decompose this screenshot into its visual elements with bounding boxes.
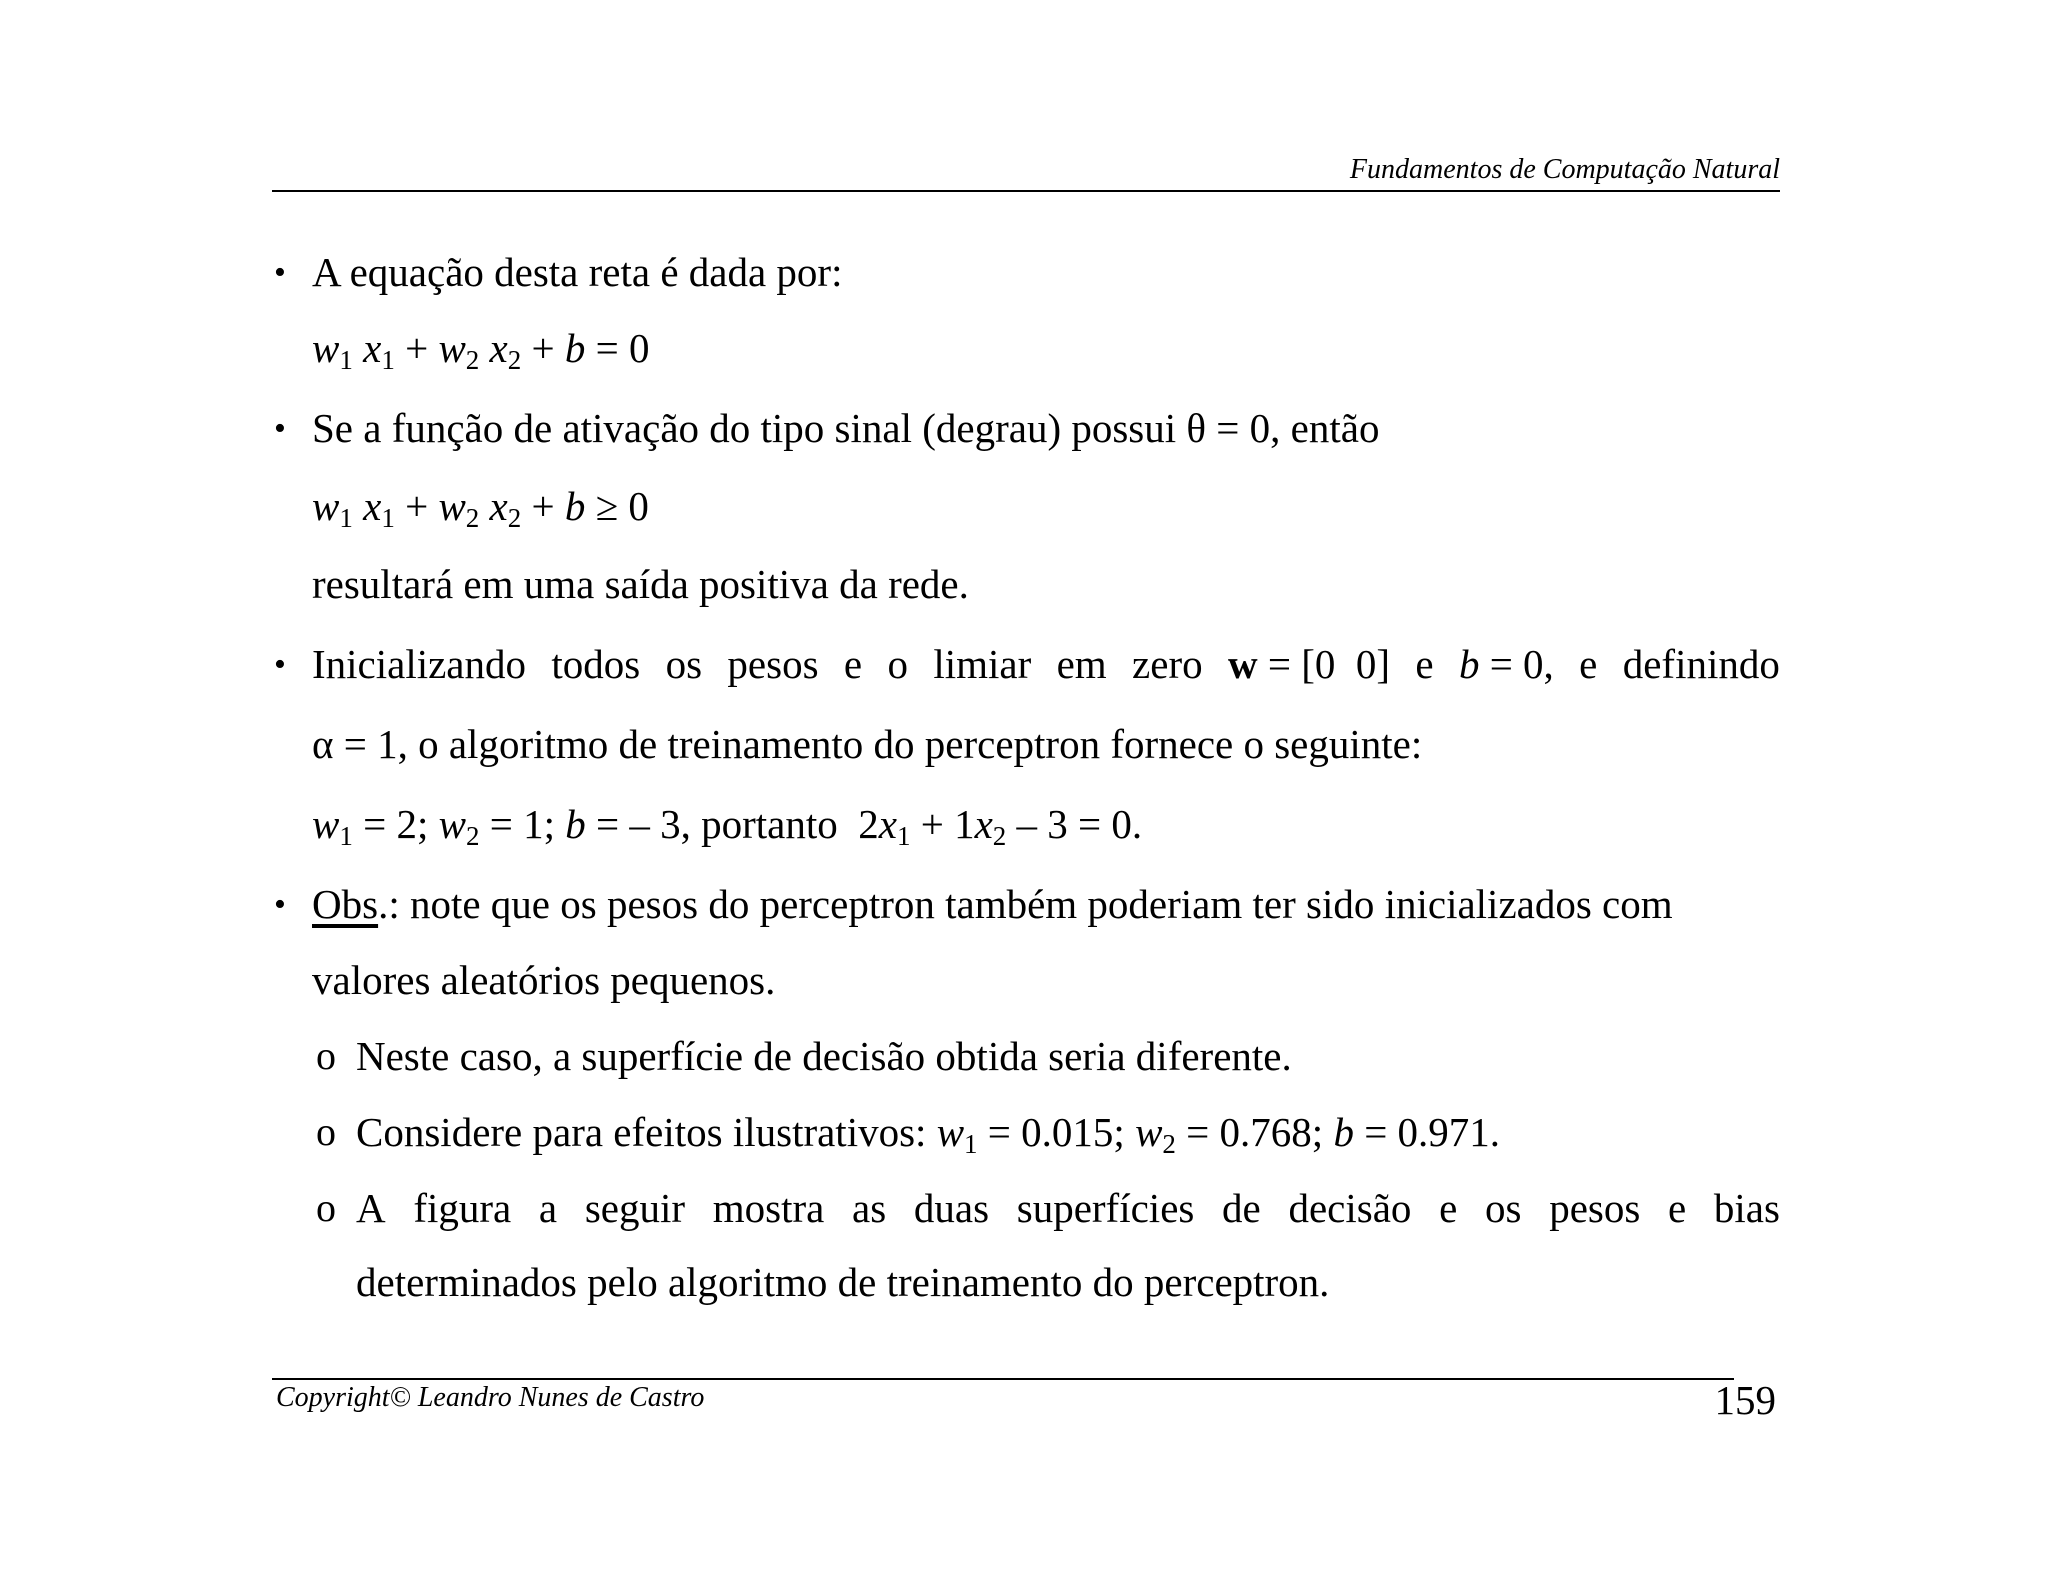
footer-rule [272, 1378, 1734, 1380]
bullet-1-text: A equação desta reta é dada por: [312, 249, 843, 295]
sub-bullet-2-text: Considere para efeitos ilustrativos: $w_1 = 0.015$; $w_2 = 0.768$; b = 0.971. [356, 1109, 1501, 1159]
equation-1: $w_1$ $x_1 + w_2$ $x_2 + b = 0$ [312, 325, 650, 375]
sub-bullet-1-text: Neste caso, a superfície de decisão obtida seria diferente. [356, 1033, 1292, 1079]
page-number: 159 [1714, 1377, 1776, 1423]
bullet-2-text: Se a função de ativação do tipo sinal (degrau) possui θ = 0, então [312, 405, 1380, 451]
equation-2: $w_1$ $x_1 + w_2$ $x_2 + b \ge 0$ [312, 483, 649, 533]
sub-bullet-3-continuation: determinados pelo algoritmo de treinamento do perceptron. [356, 1259, 1330, 1305]
bullet-3-text: Inicializando todos os pesos e o limiar em zero w = [0 0] e b = 0, e definindo [312, 641, 1780, 687]
sub-bullet-marker: o [316, 1185, 336, 1230]
bullet-3-continuation: α = 1, o algoritmo de treinamento do perceptron fornece o seguinte: [312, 721, 1423, 767]
page-header-title: Fundamentos de Computação Natural [1349, 154, 1780, 185]
bullet-4-text: Obs.: note que os pesos do perceptron também poderiam ter sido inicializados com [312, 881, 1673, 927]
sub-bullet-marker: o [316, 1033, 336, 1078]
bullet-marker: • [274, 886, 286, 923]
equation-3: $w_1 = 2$; $w_2 = 1$; b = – 3, portanto $2x_1 + 1x_2 - 3 = 0$. [312, 801, 1143, 851]
bullet-marker: • [274, 254, 286, 291]
bullet-marker: • [274, 410, 286, 447]
sub-bullet-marker: o [316, 1109, 336, 1154]
footer-copyright: Copyright© Leandro Nunes de Castro [276, 1382, 705, 1413]
header-rule [272, 190, 1780, 192]
bullet-4-continuation: valores aleatórios pequenos. [312, 957, 776, 1003]
sub-bullet-3-text: A figura a seguir mostra as duas superfícies de decisão e os pesos e bias [356, 1185, 1780, 1231]
bullet-2-result: resultará em uma saída positiva da rede. [312, 561, 969, 607]
bullet-marker: • [274, 646, 286, 683]
